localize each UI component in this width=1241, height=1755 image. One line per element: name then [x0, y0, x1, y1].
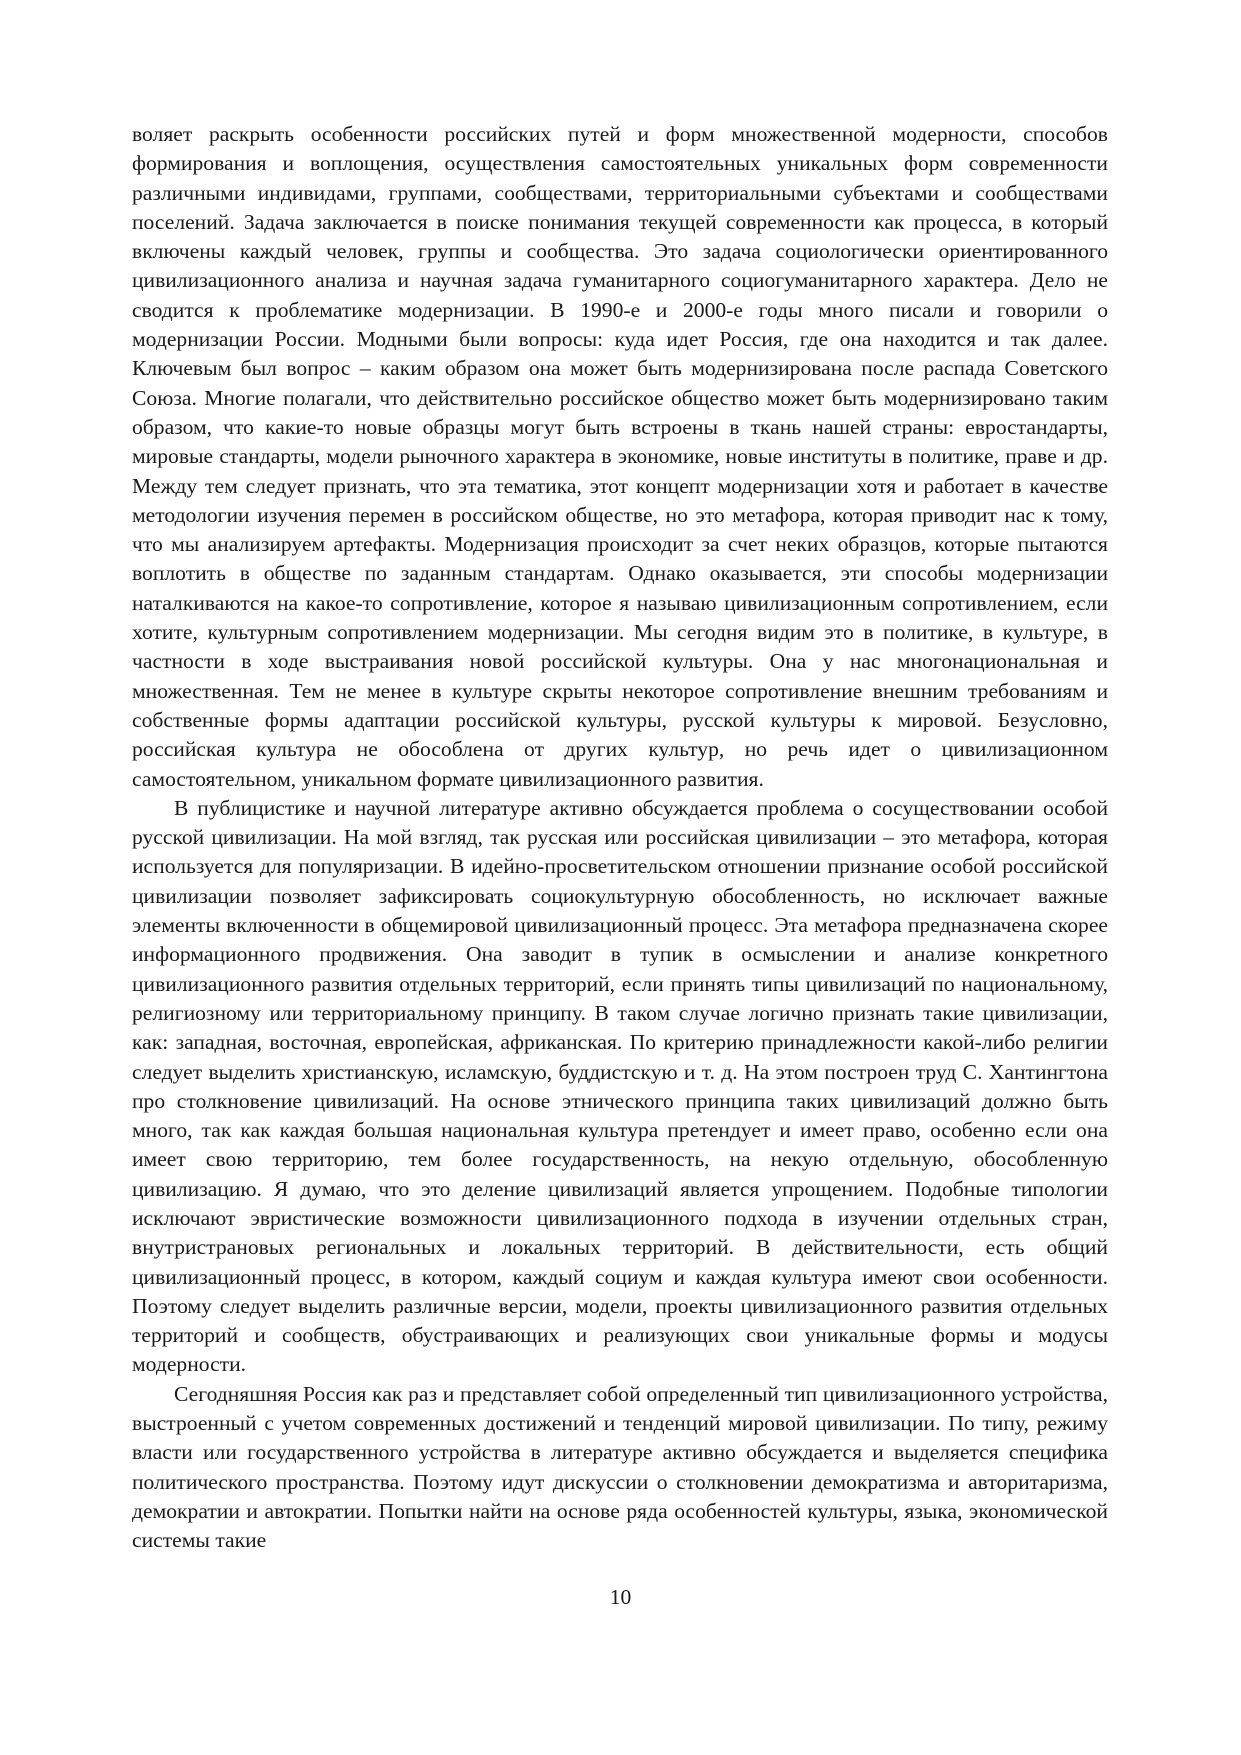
paragraph-3: Сегодняшняя Россия как раз и представляет собой определенный тип цивилизационного устройства, выстроенный с учетом современных достижений и тенденций мировой цивилизации. По типу, режиму власти или государственного устройства в литературе активно обсуждается и выделяется специфика политического пространства. Поэтому идут дискуссии о столкновении демократизма и авторитаризма, демократии и автократии. Попытки найти на основе ряда особенностей культуры, языка, экономической системы такие [132, 1381, 1108, 1553]
page-number: 10 [609, 1585, 632, 1609]
paragraph-2: В публицистике и научной литературе активно обсуждается проблема о сосуществовании особой русской цивилизации. На мой взгляд, так русская или российская цивилизации – это метафора, которая используется для популяризации. В идейно-просветительском отношении признание особой российской цивилизации позволяет зафиксировать социокультурную обособленность, но исключает важные элементы включенности в общемировой цивилизационный процесс. Эта метафора предназначена скорее информационного продвижения. Она заводит в тупик в осмыслении и анализе конкретного цивилизационного развития отдельных территорий, если принять типы цивилизаций по национальному, религиозному или территориальному принципу. В таком случае логично признать такие цивилизации, как: западная, восточная, европейская, африканская. По критерию принадлежности какой-либо религии следует выделить христианскую, исламскую, буддистскую и т. д. На этом построен труд С. Хантингтона про столкновение цивилизаций. На основе этнического принципа таких цивилизаций должно быть много, так как каждая большая национальная культура претендует и имеет право, особенно если она имеет свою территорию, тем более государственность, на некую отдельную, обособленную цивилизацию. Я думаю, что это деление цивилизаций является упрощением. Подобные типологии исключают эвристические возможности цивилизационного подхода в изучении отдельных стран, внутристрановых региональных и локальных территорий. В действительности, есть общий цивилизационный процесс, в котором, каждый социум и каждая культура имеют свои особенности. Поэтому следует выделить различные версии, модели, проекты цивилизационного развития отдельных территорий и сообществ, обустраивающих и реализующих свои уникальные формы и модусы модерности. [132, 795, 1108, 1377]
paragraph-1: воляет раскрыть особенности российских путей и форм множественной модерности, способов формирования и воплощения, осуществления самостоятельных уникальных форм современности различными индивидами, группами, сообществами, территориальными субъектами и сообществами поселений. Задача заключается в поиске понимания текущей современности как процесса, в который включены каждый человек, группы и сообщества. Это задача социологически ориентированного цивилизационного анализа и научная задача гуманитарного социогуманитарного характера. Дело не сводится к проблематике модернизации. В 1990-е и 2000-е годы много писали и говорили о модернизации России. Модными были вопросы: куда идет Россия, где она находится и так далее. Ключевым был вопрос – каким образом она может быть модернизирована после распада Советского Союза. Многие полагали, что действительно российское общество может быть модернизировано таким образом, что какие-то новые образцы могут быть встроены в ткань нашей страны: евростандарты, мировые стандарты, модели рыночного характера в экономике, новые институты в политике, праве и др. Между тем следует признать, что эта тематика, этот концепт модернизации хотя и работает в качестве методологии изучения перемен в российском обществе, но это метафора, которая приводит нас к тому, что мы анализируем артефакты. Модернизация происходит за счет неких образцов, которые пытаются воплотить в обществе по заданным стандартам. Однако оказывается, эти способы модернизации наталкиваются на какое-то сопротивление, которое я называю цивилизационным сопротивлением, если хотите, культурным сопротивлением модернизации. Мы сегодня видим это в политике, в культуре, в частности в ходе выстраивания новой российской культуры. Она у нас многонациональная и множественная. Тем не менее в культуре скрыты некоторое сопротивление внешним требованиям и собственные формы адаптации российской культуры, русской культуры к мировой. Безусловно, российская культура не обособлена от других культур, но речь идет о цивилизационном самостоятельном, уникальном формате цивилизационного развития. [132, 122, 1108, 791]
body-text [132, 120, 1108, 1556]
